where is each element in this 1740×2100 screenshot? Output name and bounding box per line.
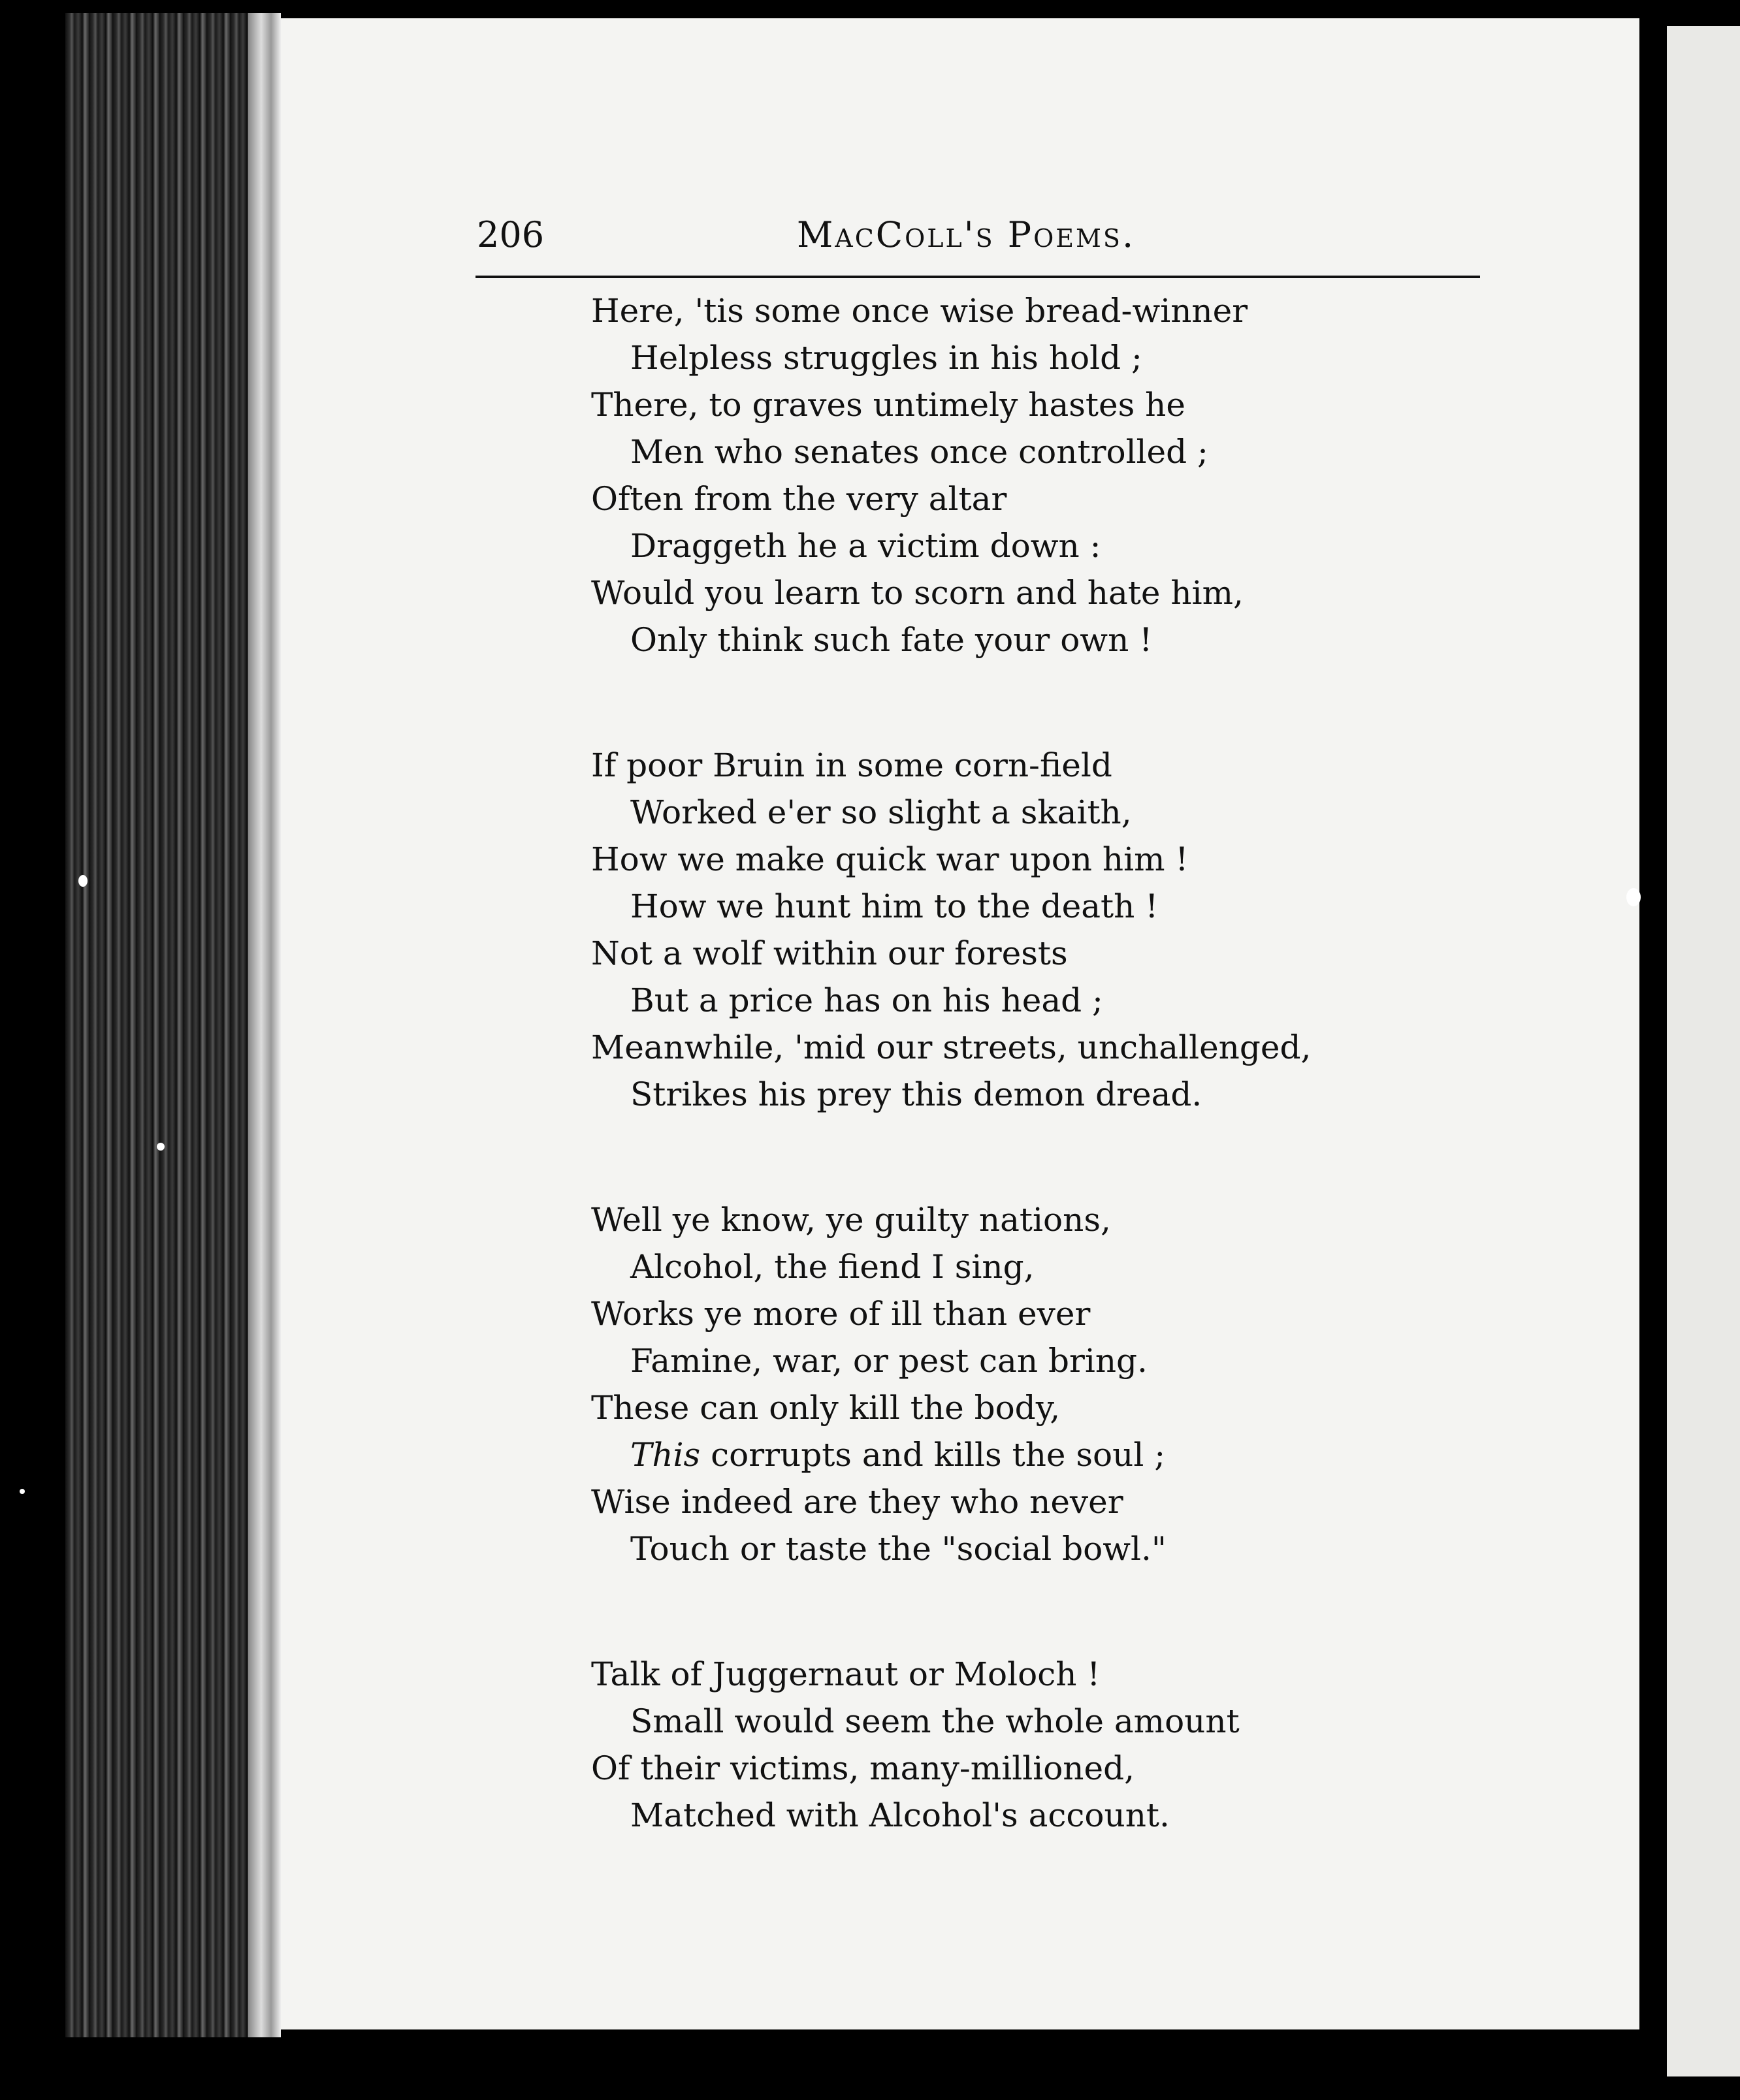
poem-line: Wise indeed are they who never bbox=[591, 1483, 1123, 1521]
poem-line: Would you learn to scorn and hate him, bbox=[591, 574, 1244, 612]
page-number: 206 bbox=[477, 214, 545, 255]
poem-line: Works ye more of ill than ever bbox=[591, 1295, 1091, 1333]
page-header bbox=[477, 209, 1483, 281]
poem-line: How we hunt him to the death ! bbox=[630, 887, 1159, 925]
poem-line: This corrupts and kills the soul ; bbox=[630, 1436, 1166, 1474]
poem-line: These can only kill the body, bbox=[591, 1389, 1061, 1427]
poem-line: Men who senates once controlled ; bbox=[630, 433, 1208, 471]
poem-line: Of their victims, many-millioned, bbox=[591, 1749, 1135, 1787]
poem-line: Matched with Alcohol's account. bbox=[630, 1796, 1170, 1834]
page-edge-highlight bbox=[248, 13, 281, 2037]
poem-line: Often from the very altar bbox=[591, 480, 1007, 518]
stanza bbox=[591, 1196, 1375, 1572]
poem-line: Here, 'tis some once wise bread-winner bbox=[591, 292, 1248, 330]
poem-line: Helpless struggles in his hold ; bbox=[630, 339, 1142, 377]
stanza bbox=[591, 287, 1375, 663]
poem-line: If poor Bruin in some corn-field bbox=[591, 746, 1112, 784]
poem-line: Meanwhile, 'mid our streets, unchallenged, bbox=[591, 1028, 1312, 1066]
poem-line: Not a wolf within our forests bbox=[591, 934, 1068, 972]
poem-line: Alcohol, the fiend I sing, bbox=[630, 1248, 1035, 1286]
book-gutter bbox=[1639, 0, 1666, 2100]
poem-line: Famine, war, or pest can bring. bbox=[630, 1342, 1148, 1380]
poem-line: Worked e'er so slight a skaith, bbox=[630, 793, 1132, 831]
poem-line: How we make quick war upon him ! bbox=[591, 840, 1189, 878]
running-title: MacColl's Poems. bbox=[797, 214, 1136, 255]
poem-body bbox=[591, 287, 1375, 1917]
poem-line: Small would seem the whole amount bbox=[630, 1702, 1240, 1740]
scan-speck bbox=[78, 875, 88, 887]
scan-speck bbox=[1626, 888, 1641, 906]
stanza bbox=[591, 742, 1375, 1118]
facing-page-sliver bbox=[1667, 26, 1740, 2076]
poem-line: Only think such fate your own ! bbox=[630, 621, 1153, 659]
emphasized-word: This bbox=[630, 1436, 701, 1474]
poem-line: Strikes his prey this demon dread. bbox=[630, 1075, 1202, 1113]
header-rule bbox=[475, 276, 1480, 278]
stanza bbox=[591, 1651, 1375, 1839]
scan-speck bbox=[20, 1489, 25, 1494]
poem-line: Draggeth he a victim down : bbox=[630, 527, 1101, 565]
poem-line: Well ye know, ye guilty nations, bbox=[591, 1201, 1111, 1239]
poem-line: But a price has on his head ; bbox=[630, 981, 1103, 1019]
scan-speck bbox=[157, 1143, 165, 1151]
poem-line: There, to graves untimely hastes he bbox=[591, 386, 1185, 424]
poem-line: Talk of Juggernaut or Moloch ! bbox=[591, 1655, 1101, 1693]
poem-line: Touch or taste the "social bowl." bbox=[630, 1530, 1167, 1568]
